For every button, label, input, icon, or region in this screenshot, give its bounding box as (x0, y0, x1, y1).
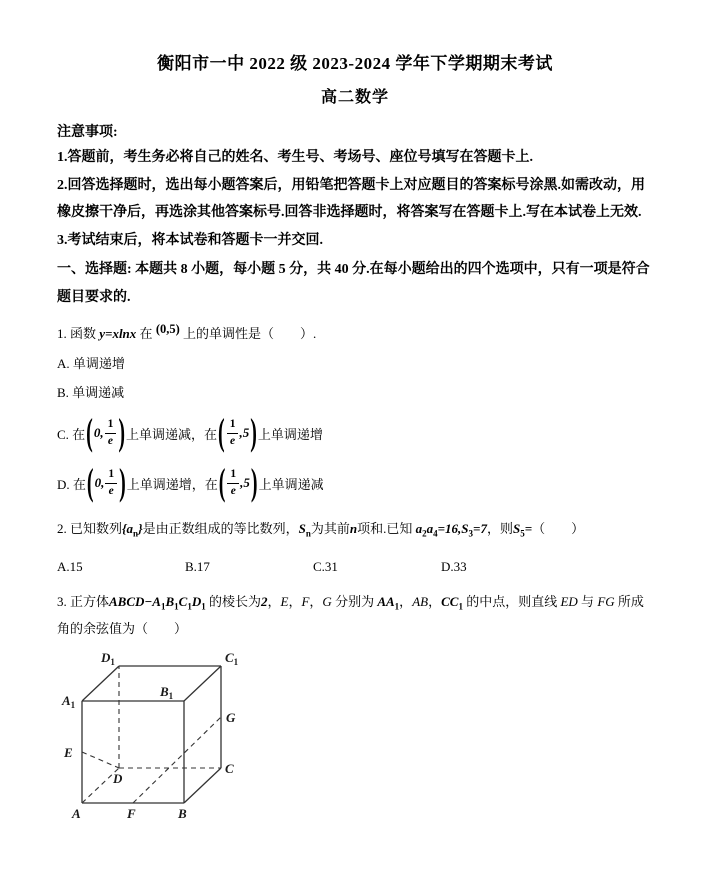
question-2-option-d: D.33 (441, 559, 467, 574)
text-run: 与 (577, 594, 598, 609)
vertex-label-A1: $A_1$ (62, 693, 76, 710)
text-run: 在 (136, 326, 156, 341)
math-run: $a_n$ (126, 521, 139, 539)
math-run: } (138, 521, 143, 536)
fraction-numerator: 1 (227, 469, 239, 484)
question-1-option-b (57, 379, 653, 406)
text-run: 上的单调性是（ ）. (179, 326, 317, 341)
math-run: $C_1$ (178, 594, 192, 612)
math-subscript: 2 (422, 528, 427, 539)
text-run: 的棱长为 (205, 594, 261, 609)
fraction-numerator: 1 (227, 419, 239, 434)
question-3-stem (57, 588, 653, 642)
question-2-option-c: C.31 (313, 559, 338, 574)
text-run: 所成角的余弦值为（ ） (57, 594, 644, 636)
fraction (227, 419, 239, 447)
math-run: $AA_1$ (377, 594, 400, 612)
math-subscript: 1 (201, 601, 206, 612)
math-run: $S_5$ (512, 521, 525, 539)
notice-item-1: 1.答题前，考生务必将自己的姓名、考生号、考场号、座位号填写在答题卡上. (57, 150, 533, 165)
math-run: 2 (260, 594, 268, 609)
math-run: $a_2$ (415, 521, 427, 539)
text-run: ， (288, 594, 302, 609)
text-run: 上单调递增 (257, 426, 323, 442)
notice-heading: 注意事项: (57, 125, 118, 140)
vertex-label-F: F (127, 806, 136, 821)
text-run: 上单调递减 (258, 476, 324, 492)
fraction (105, 419, 117, 447)
section-1-heading: 一、选择题: 本题共 8 小题，每小题 5 分，共 40 分.在每小题给出的四个选项中，只有一项是符合题目要求的. (57, 262, 650, 305)
math-run: AB (412, 594, 429, 609)
vertex-label-A: A (72, 806, 81, 821)
question-1-stem (57, 320, 653, 348)
math-run: FG (597, 594, 615, 609)
big-paren: ) (118, 412, 126, 454)
text-run: 是由正数组成的等比数列， (142, 521, 299, 536)
math-subscript: 5 (520, 528, 525, 539)
text-run: ， (428, 594, 442, 609)
vertex-label-B: B (178, 806, 187, 821)
text-run: 1. 函数 (57, 326, 100, 341)
math-subscript: 1 (458, 601, 463, 612)
text-run: 为其前 (310, 521, 350, 536)
fraction-denominator: e (230, 484, 236, 497)
text-run: 上单调递增，在 (126, 476, 218, 492)
math-run: 0, (93, 425, 104, 440)
text-run: C. 在 (57, 426, 86, 442)
big-paren: ( (218, 412, 225, 454)
math-run: $CC_1$ (441, 594, 463, 612)
question-1-option-a (57, 350, 653, 377)
text-run: B. 单调递减 (57, 385, 125, 400)
fraction-denominator: e (108, 484, 114, 497)
math-superscript: (0,5) (155, 322, 180, 336)
question-1-option-d (57, 460, 653, 506)
text-run: ， (309, 594, 323, 609)
math-subscript: 1 (160, 601, 166, 612)
fraction (105, 469, 117, 497)
math-run: = (524, 521, 533, 536)
text-run: ，则 (486, 521, 513, 536)
text-run: ， (399, 594, 413, 609)
math-run: E (280, 594, 289, 609)
big-paren: ( (86, 462, 94, 504)
big-paren: ) (119, 462, 126, 504)
question-2-options (57, 555, 653, 579)
text-run: 项和.已知 (357, 521, 416, 536)
big-paren: ( (218, 462, 226, 504)
vertex-label-C: C (225, 761, 234, 776)
vertex-label-D: D (113, 771, 123, 786)
page-title: 衡阳市一中 2022 级 2023-2024 学年下学期期末考试 (157, 54, 553, 73)
fraction-numerator: 1 (105, 469, 117, 484)
math-run: $A_1$ (152, 594, 166, 612)
math-run: ED (560, 594, 578, 609)
math-run: $a_4$ (426, 521, 438, 539)
math-run: =16, (437, 521, 462, 536)
notice-item-2: 2.回答选择题时，选出每小题答案后，用铅笔把答题卡上对应题目的答案标号涂黑.如需改动，用橡皮擦干净后，再选涂其他答案标号.回答非选择题时，将答案写在答题卡上.写在本试卷上无效. (57, 177, 645, 220)
text-run: 3. 正方体 (57, 594, 110, 609)
text-run: 2. 已知数列 (57, 521, 123, 536)
text-run: 分别为 (331, 594, 378, 609)
vertex-label-B1: $B_1$ (160, 684, 174, 701)
question-2-option-b: B.17 (185, 559, 210, 574)
fraction (227, 469, 239, 497)
text-run: A. 单调递增 (57, 356, 125, 371)
text-run: （ ） (532, 521, 585, 536)
notice-item-3: 3.考试结束后，将本试卷和答题卡一并交回. (57, 232, 323, 248)
cube-figure (57, 646, 653, 843)
vertex-label-D1: $D_1$ (101, 650, 115, 667)
math-subscript: 1 (187, 601, 192, 612)
text-run: 的中点，则直线 (462, 594, 561, 609)
math-run: G (322, 594, 332, 609)
vertex-label-G: G (226, 710, 236, 725)
math-subscript: n (305, 528, 311, 539)
vertex-label-E: E (64, 745, 73, 760)
math-run: $B_1$ (165, 594, 179, 612)
math-subscript: 1 (174, 601, 179, 612)
math-subscript: n (133, 528, 139, 539)
question-2-stem (57, 515, 653, 542)
fraction-denominator: e (230, 434, 236, 447)
math-run: $D_1$ (191, 594, 206, 612)
page-subtitle: 高二数学 (320, 89, 389, 106)
fraction-numerator: 1 (105, 419, 117, 434)
math-subscript: 1 (394, 601, 400, 612)
text-run: ， (267, 594, 281, 609)
big-paren: ( (86, 412, 93, 454)
vertex-label-C1: $C_1$ (225, 650, 239, 667)
text-run: 上单调递减，在 (126, 426, 218, 442)
cube-diagram (57, 646, 307, 838)
math-subscript: 4 (433, 528, 438, 539)
big-paren: ) (250, 412, 257, 454)
math-run: ,5 (239, 425, 250, 440)
math-run: $S_n$ (298, 521, 311, 539)
math-run: { (122, 521, 127, 536)
math-run: F (301, 594, 310, 609)
math-run: 0, (94, 475, 105, 490)
math-run: ABCD− (109, 594, 153, 609)
math-run: $S_3$ (461, 521, 474, 539)
big-paren: ) (250, 462, 258, 504)
math-subscript: 3 (468, 528, 474, 539)
text-run: D. 在 (57, 476, 86, 492)
math-run: n (349, 521, 358, 536)
question-2-option-a: A.15 (57, 559, 83, 574)
math-run: y=xlnx (99, 326, 137, 341)
fraction-denominator: e (107, 434, 114, 447)
math-run: =7 (473, 521, 487, 536)
question-1-option-c (57, 410, 653, 456)
math-run: ,5 (240, 475, 250, 490)
